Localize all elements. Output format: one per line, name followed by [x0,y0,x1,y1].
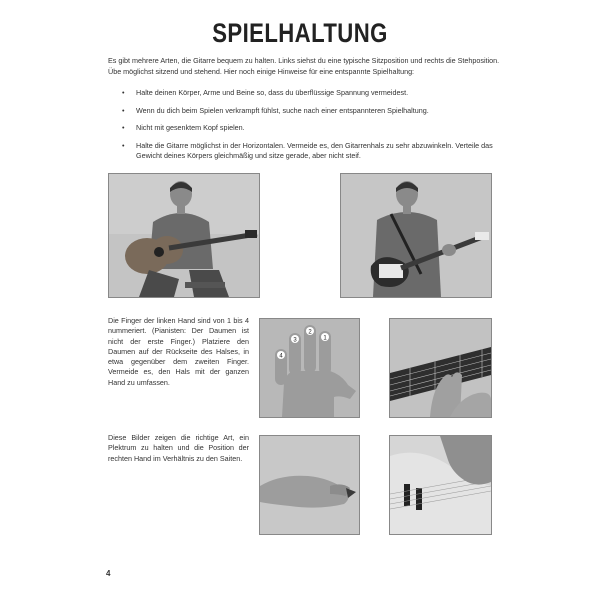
list-item [122,141,498,162]
list-item [122,123,498,134]
tip-text: Wenn du dich beim Spielen verkrampft fühlst, suche nach einer entspannteren Spielhaltung. [136,105,429,115]
bullet-icon: • [122,105,125,115]
tips-list [122,88,498,169]
tip-text: Halte die Gitarre möglichst in der Horizontalen. Vermeide es, den Gitarrenhals zu sehr abzuwinkeln. Verteile das Gewicht deines Körpers gleichmäßig und sitze gerade, aber nicht steif. [136,140,493,160]
photo-numbered-fingers [259,318,360,418]
bullet-icon: • [122,140,125,150]
list-item [122,106,498,117]
finger-label-2: 2 [308,329,312,336]
photo-standing-position [340,173,492,298]
caption-pick-holding: Diese Bilder zeigen die richtige Art, ein Plektrum zu halten und die Position der rechten Hand im Verhältnis zu den Saiten. [108,433,249,463]
standing-guitarist-illustration [341,174,491,297]
picking-hand-illustration [390,436,491,534]
list-item [122,88,498,99]
seated-guitarist-illustration [109,174,259,297]
photo-hand-on-neck [389,318,492,418]
page-number: 4 [106,569,111,578]
photo-holding-pick [259,435,360,535]
finger-label-3: 3 [293,337,297,344]
caption-finger-numbering: Die Finger der linken Hand sind von 1 bis 4 nummeriert. (Pianisten: Der Daumen ist nicht der erste Finger.) Platziere den Daumen auf der Rückseite des Halses, in etwa gegenüber dem zweiten Finger. Vermeide es, den Hals mit der ganzen Hand zu umfassen. [108,316,249,387]
finger-label-4: 4 [279,353,283,360]
photo-right-hand-strings [389,435,492,535]
tip-text: Nicht mit gesenktem Kopf spielen. [136,123,245,132]
finger-label-1: 1 [323,335,327,342]
tip-text: Halte deinen Körper, Arme und Beine so, dass du überflüssige Spannung vermeidest. [136,88,409,97]
bullet-icon: • [122,123,125,132]
page-title: SPIELHALTUNG [212,18,388,48]
photo-seated-position [108,173,260,298]
bullet-icon: • [122,88,125,97]
pick-grip-illustration [260,436,359,534]
fretting-hand-illustration [390,319,491,417]
intro-paragraph: Es gibt mehrere Arten, die Gitarre bequem zu halten. Links siehst du eine typische Sitzposition und rechts die Stehposition. Übe möglichst sitzend und stehend. Hier noch einige Hinweise für eine entspannte Spielhaltung: [108,56,500,76]
left-hand-illustration [260,319,359,417]
